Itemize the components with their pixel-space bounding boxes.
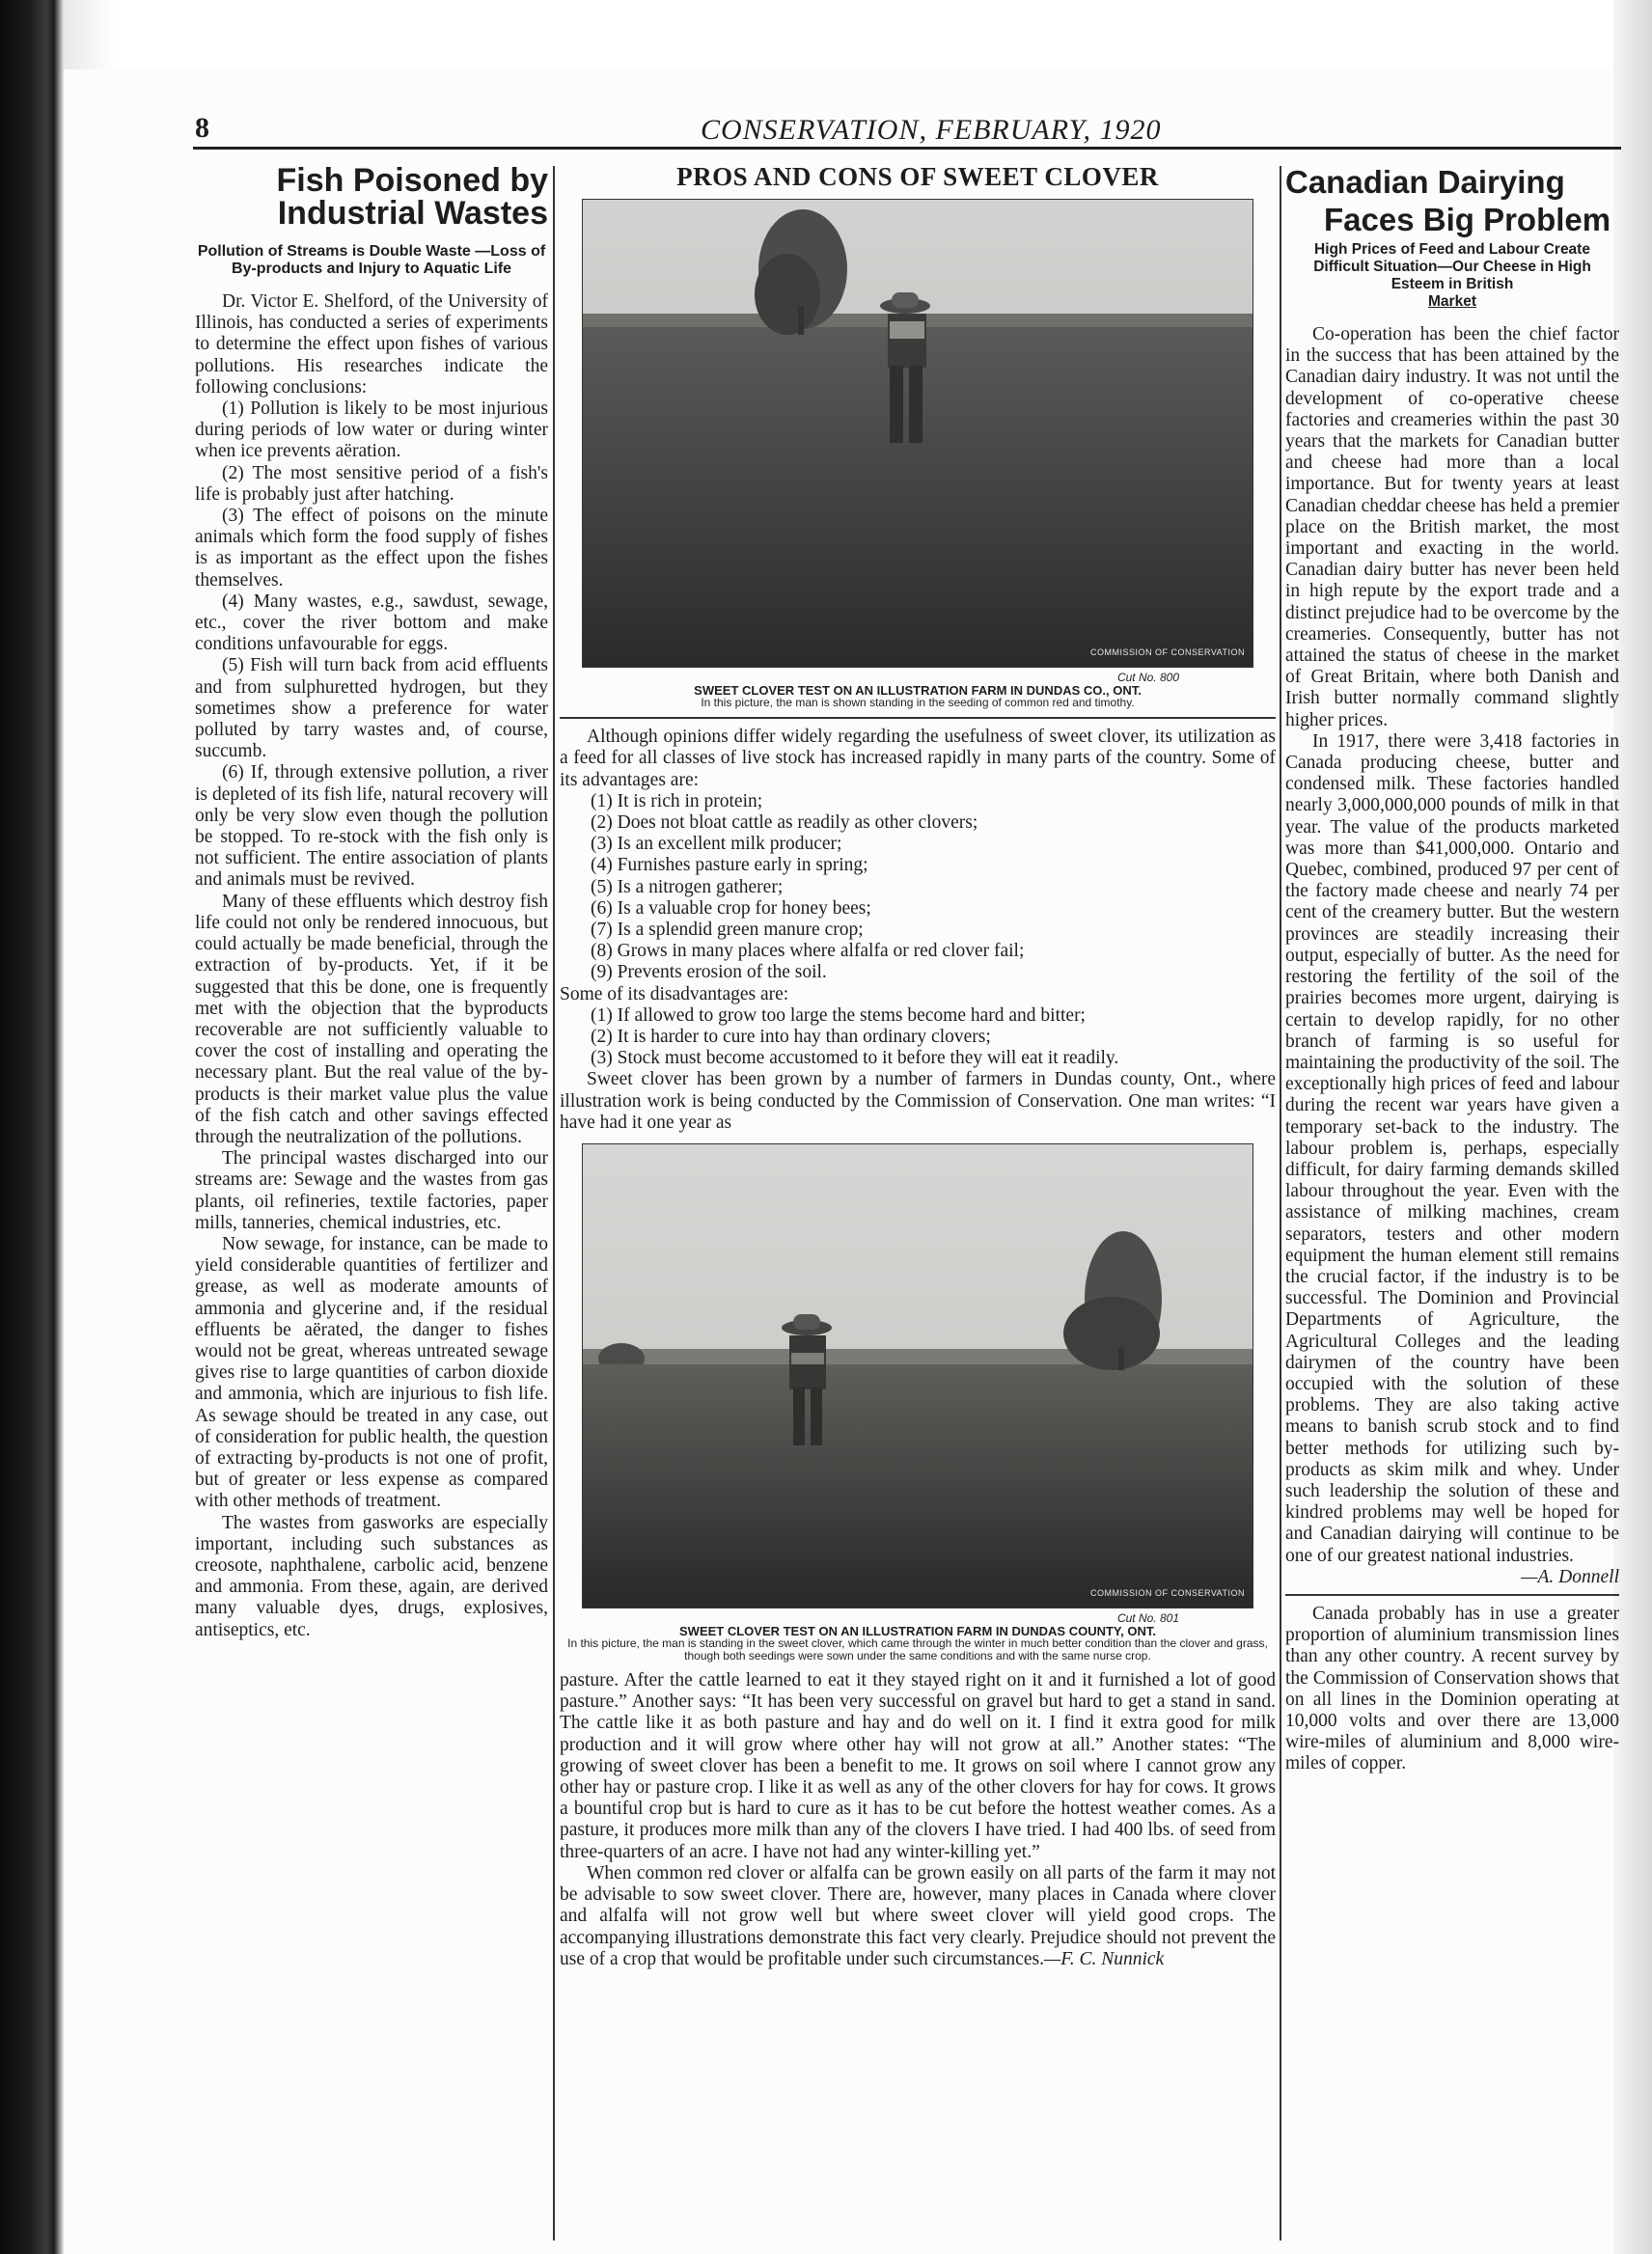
photo-2-caption-title: SWEET CLOVER TEST ON AN ILLUSTRATION FARM IN DUNDAS COUNTY, ONT. — [679, 1624, 1156, 1639]
photo-1-caption-text: In this picture, the man is shown standing in the seeding of common red and timothy. — [701, 696, 1135, 710]
left-paragraph: (5) Fish will turn back from acid effluents and from sulphuretted hydrogen, but they sometimes show a preference for water polluted by tarry wastes and, of course, succumb. — [195, 655, 548, 762]
middle-intro: Although opinions differ widely regarding the usefulness of sweet clover, its utilization as a feed for all classes of live stock has increased rapidly in many parts of the country. Some of its advantages are: — [560, 727, 1276, 790]
photo-2-image — [583, 1144, 1253, 1608]
right-item-rule — [1285, 1594, 1619, 1596]
right-headline-line-2: Faces Big Problem — [1324, 202, 1611, 237]
left-paragraph: Now sewage, for instance, can be made to yield considerable quantities of fertilizer and grease, as well as moderate amounts of ammonia and glycerine and, if the residual effluents be aërated, the danger to fishes would not be great, whereas untreated sewage gives rise to large quantities of carbon dioxide and ammonia, which are injurious to fish life. As sewage should be treated in any case, out of consideration for public health, the question of extracting by-products is not one of profit, but of greater or less expense as compared with other methods of treatment. — [195, 1233, 548, 1512]
advantage-item: (2) Does not bloat cattle as readily as other clovers; — [591, 812, 978, 834]
advantage-item: (5) Is a nitrogen gatherer; — [591, 876, 784, 897]
middle-headline: PROS AND CONS OF SWEET CLOVER — [676, 162, 1159, 191]
caption-rule — [560, 717, 1276, 719]
left-paragraph: Many of these effluents which destroy fish life could not only be rendered innocuous, but could actually be made beneficial, through the extraction of by-products. Yet, if it be suggested that this be done, one is frequently met with the objection that the byproducts recoverable are not sufficiently valuable to cover the cost of installing and operating the necessary plant. But the real value of the by-products is their market value plus the value of the fish catch and other savings effected through the neutralization of the pollutions. — [195, 891, 548, 1147]
photo-1-cut-number: Cut No. 800 — [1116, 671, 1179, 685]
right-subhead — [1285, 241, 1619, 311]
right-paragraph: In 1917, there were 3,418 factories in Canada producing cheese, butter and condensed milk. These factories handled nearly 3,000,000,000 pounds of milk in that year. The value of the products marketed was more than $41,000,000. Ontario and Quebec, combined, produced 97 per cent of the factory made cheese and nearly 74 per cent of the creamery butter. But the western provinces are steadily increasing their output, especially of butter. As the need for restoring the fertility of the soil of the prairies becomes more urgent, dairying is certain to develop rapidly, for no other branch of farming is so useful for maintaining the productivity of the soil. The exceptionally high prices of feed and labour during the recent war years have given a temporary set-back to the industry. The labour problem is, perhaps, especially difficult, for dairy farming demands skilled labour throughout the year. Even with the assistance of milking machines, cream separators, testers and other modern equipment the human element still remains the crucial factor, if the industry is to be successful. The Dominion and Provincial Departments of Agriculture, the Agricultural Colleges and the leading dairymen of the country have been occupied with the solution of these problems. They are also taking active means to banish scrub stock and to find better methods for utilizing such by-products as skim milk and whey. Under such leadership the solution of these and kindred problems may well be hoped for and Canadian dairying will continue to be one of our greatest national industries. — [1285, 730, 1619, 1566]
advantage-item: (3) Is an excellent milk producer; — [591, 834, 842, 855]
middle-paragraph: Sweet clover has been grown by a number of farmers in Dundas county, Ont., where illustration work is being conducted by the Commission of Conservation. One man writes: “I have had it one year as — [560, 1069, 1276, 1133]
advantage-item: (1) It is rich in protein; — [591, 790, 763, 811]
advantage-item: (6) Is a valuable crop for honey bees; — [591, 897, 871, 919]
middle-signature: —F. C. Nunnick — [1043, 1948, 1165, 1969]
left-paragraph: (4) Many wastes, e.g., sawdust, sewage, etc., cover the river bottom and make conditions unfavourable for eggs. — [195, 591, 548, 655]
photo-1-credit: COMMISSION OF CONSERVATION — [1089, 647, 1245, 657]
advantage-item: (8) Grows in many places where alfalfa or red clover fail; — [591, 941, 1025, 962]
left-paragraph: The wastes from gasworks are especially important, including such substances as creosote, naphthalene, carbolic acid, benzene and ammonia. From these, again, are derived many valuable dyes, drugs, explosives, antiseptics, etc. — [195, 1512, 548, 1640]
left-paragraph: (3) The effect of poisons on the minute animals which form the food supply of fishes is as important as the effect upon the fishes themselves. — [195, 506, 548, 591]
page-number: 8 — [195, 112, 209, 144]
right-subhead-market: Market — [1428, 293, 1476, 310]
photo-2-caption — [560, 1612, 1276, 1663]
photo-2-cut-number: Cut No. 801 — [1116, 1611, 1179, 1626]
advantages-list — [560, 791, 1276, 984]
right-paragraph: Co-operation has been the chief factor in the success that has been attained by the Canadian dairy industry. It was not until the development of co-operative cheese factories and creameries within the past 30 years that the markets for Canadian butter and cheese had more than a local importance. But for twenty years at least Canadian cheddar cheese has held a premier place on the British market, the most important and exacting in the world. Canadian dairy butter has never been held in high repute by the export trade and a distinct prejudice had to be overcome by the creameries. Consequently, butter has not attained the status of cheese in the market of Great Britain, where both Danish and Irish butter normally command slightly higher prices. — [1285, 324, 1619, 730]
middle-closing — [560, 1863, 1276, 1970]
left-paragraph: (6) If, through extensive pollution, a river is depleted of its fish life, natural recovery will only be very slow even though the pollution be stopped. To re-stock with the fish only is not sufficient. The entire association of plants and animals must be revived. — [195, 762, 548, 891]
right-second-item: Canada probably has in use a greater proportion of aluminium transmission lines than any other country. A recent survey by the Commission of Conservation shows that on all lines in the Dominion operating at 10,000 volts and over there are 13,000 wire-miles of aluminium and 8,000 wire-miles of copper. — [1285, 1603, 1619, 1774]
column-rule-right — [1280, 166, 1281, 2240]
right-signature: —A. Donnell — [1521, 1566, 1619, 1587]
page-edge — [1613, 0, 1652, 2254]
advantage-item: (9) Prevents erosion of the soil. — [591, 962, 827, 983]
advantage-item: (4) Furnishes pasture early in spring; — [591, 855, 868, 876]
running-head: CONSERVATION, FEBRUARY, 1920 — [701, 114, 1162, 146]
middle-closing-text: When common red clover or alfalfa can be grown easily on all parts of the farm it may not be advisable to sow sweet clover. There are, however, many places in Canada where clover and alfalfa will not grow well but where sweet clover will yield good crops. The accompanying illustrations demonstrate this fact very clearly. Prejudice should not prevent the use of a crop that would be profitable under such circumstances. — [560, 1862, 1276, 1969]
column-rule-left — [553, 166, 555, 2240]
middle-column — [560, 164, 1276, 1970]
left-paragraph: Dr. Victor E. Shelford, of the University of Illinois, has conducted a series of experiments to determine the effect upon fishes of various pollutions. His researches indicate the following conclusions: — [195, 291, 548, 398]
middle-paragraph: pasture. After the cattle learned to eat it they stayed right on it and it furnished a lot of good pasture.” Another says: “It has been very successful on gravel but hard to get a stand in sand. The cattle like it as both pasture and hay and do well on it. I find it extra good for milk production and it will grow where other hay will not grow at all.” Another states: “The growing of sweet clover has been a benefit to me. It grows on soil where I cannot grow any other hay or pasture crop. I like it as well as any of the other clovers for hay for cows. It grows a bountiful crop but is hard to cure as it has to be cut before the hottest weather comes. As a pasture, it produces more milk than any of the clovers I have tried. I had 400 lbs. of seed from three-quarters of an acre. I have not had any winter-killing yet.” — [560, 1670, 1276, 1862]
photo-sweet-clover-2 — [582, 1143, 1253, 1608]
header-rule — [193, 147, 1621, 150]
photo-sweet-clover-1 — [582, 199, 1253, 668]
left-column — [195, 164, 548, 1641]
advantage-item: (7) Is a splendid green manure crop; — [591, 920, 864, 941]
disadvantage-item: (2) It is harder to cure into hay than ordinary clovers; — [591, 1027, 991, 1048]
disadvantage-item: (1) If allowed to grow too large the stems become hard and bitter; — [591, 1004, 1086, 1026]
left-headline: Fish Poisoned by Industrial Wastes — [276, 162, 548, 232]
left-paragraph: (1) Pollution is likely to be most injurious during periods of low water or during winter when ice prevents aëration. — [195, 399, 548, 462]
photo-1-caption — [560, 672, 1276, 709]
disadvantage-item: (3) Stock must become accustomed to it before they will eat it readily. — [591, 1048, 1119, 1069]
right-headline-line-1: Canadian Dairying — [1285, 166, 1565, 200]
photo-2-credit: COMMISSION OF CONSERVATION — [1089, 1587, 1245, 1598]
photo-1-caption-title: SWEET CLOVER TEST ON AN ILLUSTRATION FARM IN DUNDAS CO., ONT. — [694, 683, 1142, 699]
right-subhead-text: High Prices of Feed and Labour Create Difficult Situation—Our Cheese in High Esteem in British — [1313, 241, 1591, 292]
left-paragraph: (2) The most sensitive period of a fish's life is probably just after hatching. — [195, 462, 548, 505]
photo-1-image — [583, 200, 1253, 667]
disadvantages-list — [560, 1005, 1276, 1070]
left-paragraph: The principal wastes discharged into our streams are: Sewage and the wastes from gas plants, oil refineries, textile factories, paper mills, tanneries, chemical industries, etc. — [195, 1148, 548, 1233]
right-column — [1285, 166, 1619, 1775]
photo-2-caption-text: In this picture, the man is standing in the sweet clover, which came through the winter in much better condition than the clover and grass, though both seedings were sown under the same conditions and with the same nurse crop. — [567, 1636, 1268, 1663]
disadvantages-intro: Some of its disadvantages are: — [560, 983, 789, 1004]
left-subhead: Pollution of Streams is Double Waste —Loss of By-products and Injury to Aquatic Life — [197, 243, 546, 277]
